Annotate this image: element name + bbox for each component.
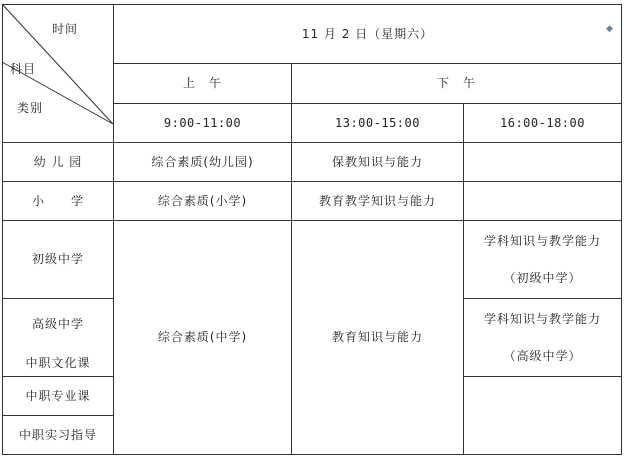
am-header: 上 午 — [182, 76, 222, 91]
category-vocational-professional: 中职专业课 — [25, 388, 91, 403]
subject-senior-pm2-level: （高级中学） — [503, 349, 582, 363]
arrow-marker-icon: ◆ — [606, 24, 613, 34]
time-slot-pm1: 13:00-15:00 — [335, 115, 420, 130]
subject-senior-pm2 — [463, 298, 622, 377]
time-slot-am: 9:00-11:00 — [163, 115, 242, 130]
subject-kindergarten-pm1: 保教知识与能力 — [331, 154, 423, 169]
category-junior-middle: 初级中学 — [31, 252, 84, 267]
subject-kindergarten-am: 综合素质(幼儿园) — [151, 154, 254, 169]
subject-senior-pm2-title: 学科知识与教学能力 — [483, 311, 601, 326]
category-vocational-culture: 中职文化课 — [25, 355, 91, 370]
time-slot-pm2: 16:00-18:00 — [500, 115, 585, 130]
corner-label-subject: 科目 — [10, 62, 37, 76]
corner-label-category: 类别 — [17, 101, 44, 115]
subject-junior-pm2 — [463, 220, 622, 299]
subject-junior-pm2-title: 学科知识与教学能力 — [483, 233, 601, 248]
date-header: 11 月 2 日（星期六） — [301, 26, 434, 41]
subject-middle-pm1: 教育知识与能力 — [331, 330, 423, 345]
category-primary: 小 学 — [31, 193, 84, 208]
subject-junior-pm2-level: （初级中学） — [503, 271, 582, 285]
subject-middle-am: 综合素质(中学) — [157, 330, 248, 345]
subject-primary-pm1: 教育教学知识与能力 — [318, 193, 436, 208]
category-senior-middle: 高级中学 — [31, 316, 84, 331]
pm-header: 下 午 — [436, 76, 476, 91]
category-kindergarten: 幼 儿 园 — [33, 154, 83, 169]
corner-label-time: 时间 — [52, 22, 79, 36]
category-vocational-practice: 中职实习指导 — [18, 427, 97, 442]
subject-primary-am: 综合素质(小学) — [157, 193, 248, 208]
